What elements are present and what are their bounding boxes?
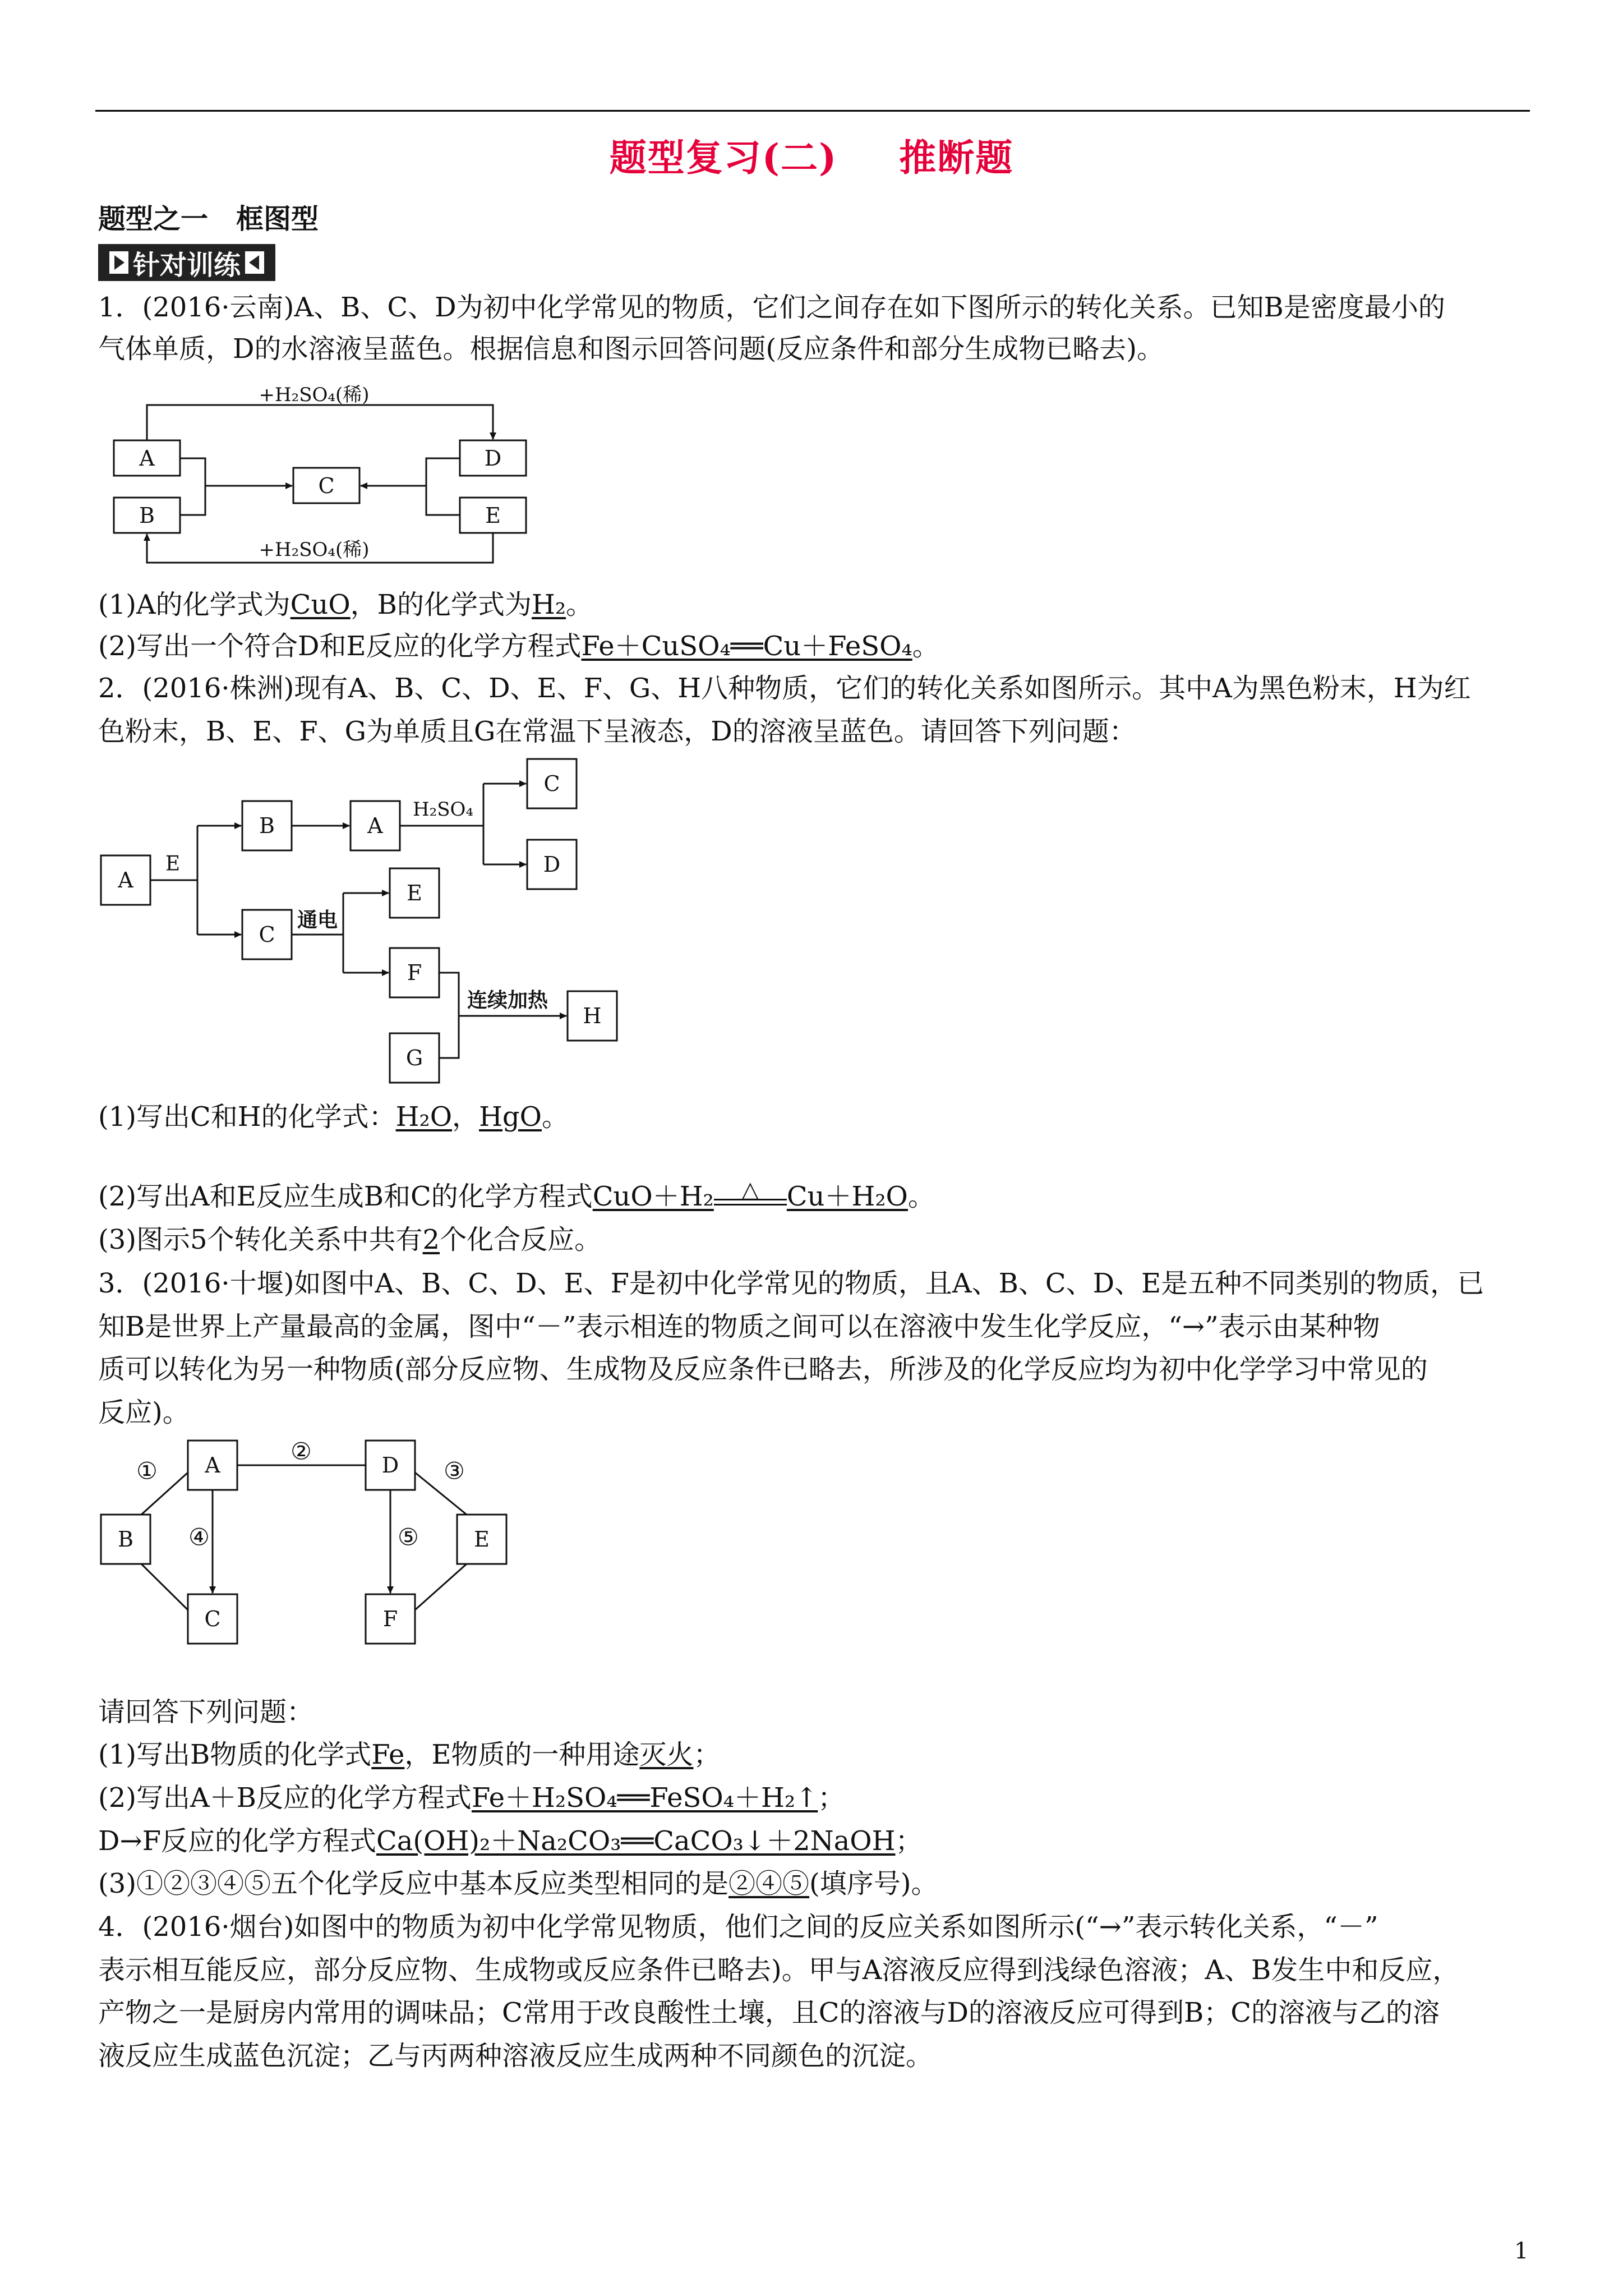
- q2-label-b: B: [259, 813, 275, 838]
- q1-label-bottom: +H₂SO₄(稀): [259, 539, 370, 561]
- q1-bracket-left: [180, 458, 205, 515]
- q3-label-c: C: [204, 1607, 221, 1631]
- q2-label-h2so4: H₂SO₄: [412, 798, 474, 821]
- q3-mark-4: ④: [188, 1523, 210, 1551]
- answer-value: 2: [422, 1224, 440, 1255]
- q3-line1: 3．(2016·十堰)如图中A、B、C、D、E、F是初中化学常见的物质，且A、B、C、D、E是五种不同类别的物质，已: [98, 1268, 1484, 1299]
- answer-value: 灭火: [639, 1739, 694, 1770]
- q2-label-electric: 通电: [297, 908, 338, 932]
- answer-value: Fe＋CuSO₄══Cu＋FeSO₄: [581, 631, 912, 662]
- q2-answer-3: (3)图示5个转化关系中共有2个化合反应。: [98, 1224, 602, 1255]
- q2-bracket-fg: [439, 973, 459, 1058]
- training-label: 针对训练: [133, 249, 241, 281]
- answer-value: HgO: [479, 1101, 542, 1133]
- page-number: 1: [1514, 2238, 1529, 2264]
- q3-answer-1: (1)写出B物质的化学式Fe，E物质的一种用途灭火；: [98, 1739, 721, 1770]
- q3-answer-2b: D→F反应的化学方程式Ca(OH)₂＋Na₂CO₃══CaCO₃↓＋2NaOH；: [98, 1825, 923, 1857]
- q3-answer-3: (3)①②③④⑤五个化学反应中基本反应类型相同的是②④⑤(填序号)。: [98, 1868, 938, 1899]
- q3-label-a: A: [205, 1453, 220, 1478]
- title-left: 题型复习(二): [609, 136, 838, 180]
- answer-value: Ca(OH)₂＋Na₂CO₃══CaCO₃↓＋2NaOH: [376, 1825, 896, 1857]
- q3-mark-3: ③: [444, 1457, 465, 1485]
- q3-line4: 反应)。: [98, 1397, 190, 1428]
- answer-value: CuO＋H₂: [592, 1181, 714, 1212]
- q1-label-e: E: [485, 503, 501, 528]
- q3-mark-2: ②: [291, 1437, 312, 1465]
- q3-line-e-f: [415, 1564, 467, 1610]
- q1-label-top: +H₂SO₄(稀): [259, 384, 370, 406]
- answer-value: Fe＋H₂SO₄══FeSO₄＋H₂↑: [471, 1782, 818, 1814]
- title-right: 推断题: [899, 136, 1014, 180]
- q2-label-h: H: [583, 1004, 602, 1028]
- q2-label-a-start: A: [118, 868, 133, 892]
- q3-prompt: 请回答下列问题：: [98, 1696, 314, 1728]
- answer-value: ②④⑤: [728, 1868, 810, 1899]
- q4-line3: 产物之一是厨房内常用的调味品；C常用于改良酸性土壤，且C的溶液与D的溶液反应可得到B；C的溶液与乙的溶: [98, 1997, 1440, 2028]
- q4-line2: 表示相互能反应，部分反应物、生成物或反应条件已略去)。甲与A溶液反应得到浅绿色溶液；A、B发生中和反应，: [98, 1954, 1460, 1986]
- q3-answer-2: (2)写出A＋B反应的化学方程式Fe＋H₂SO₄══FeSO₄＋H₂↑；: [98, 1782, 845, 1814]
- q1-arrow-a-d: [147, 405, 493, 440]
- q3-label-d: D: [381, 1453, 399, 1478]
- q2-answer-2: (2)写出A和E反应生成B和C的化学方程式CuO＋H₂ △ Cu＋H₂O。: [98, 1181, 1528, 1212]
- q2-label-c-top: C: [543, 771, 560, 796]
- q2-label-heat: 连续加热: [467, 988, 548, 1012]
- q1-label-d: D: [484, 446, 502, 471]
- answer-value: Cu＋H₂O: [786, 1181, 908, 1212]
- q3-mark-5: ⑤: [398, 1523, 419, 1551]
- q2-label-e: E: [407, 881, 422, 905]
- q1-line2: 气体单质，D的水溶液呈蓝色。根据信息和图示回答问题(反应条件和部分生成物已略去)。: [98, 333, 1164, 365]
- q3-line2: 知B是世界上产量最高的金属，图中“－”表示相连的物质之间可以在溶液中发生化学反应，“→”表示由某种物: [98, 1311, 1380, 1342]
- q1-line1: 1．(2016·云南)A、B、C、D为初中化学常见的物质，它们之间存在如下图所示的转化关系。已知B是密度最小的: [98, 292, 1445, 323]
- q3-label-e: E: [474, 1527, 490, 1552]
- q4-line1: 4．(2016·烟台)如图中的物质为初中化学常见物质，他们之间的反应关系如图所示(“→”表示转化关系，“－”: [98, 1911, 1378, 1943]
- q1-label-b: B: [139, 503, 155, 528]
- q2-diagram: [101, 759, 617, 1083]
- answer-value: Fe: [371, 1739, 405, 1770]
- q2-label-a-mid: A: [367, 813, 383, 838]
- q2-answer-1: (1)写出C和H的化学式：H₂O，HgO。: [98, 1101, 569, 1133]
- answer-value: H₂O: [395, 1101, 453, 1133]
- q1-answer-2: (2)写出一个符合D和E反应的化学方程式Fe＋CuSO₄══Cu＋FeSO₄。: [98, 631, 939, 662]
- q2-line1: 2．(2016·株洲)现有A、B、C、D、E、F、G、H八种物质，它们的转化关系如图所示。其中A为黑色粉末，H为红: [98, 673, 1471, 704]
- q2-label-reagent-e: E: [165, 852, 181, 876]
- q3-label-f: F: [382, 1607, 398, 1631]
- q2-label-d: D: [543, 852, 561, 877]
- q3-line3: 质可以转化为另一种物质(部分反应物、生成物及反应条件已略去，所涉及的化学反应均为初中化学学习中常见的: [98, 1354, 1428, 1385]
- q1-label-a: A: [139, 446, 155, 471]
- answer-value: H₂: [531, 589, 566, 620]
- q2-label-g: G: [405, 1046, 423, 1070]
- q1-label-c: C: [318, 473, 335, 498]
- answer-value: CuO: [290, 589, 351, 620]
- reaction-condition: [714, 1177, 787, 1212]
- q3-label-b: B: [118, 1527, 133, 1552]
- q1-answer-1: (1)A的化学式为CuO，B的化学式为H₂。: [98, 589, 593, 620]
- q2-line2: 色粉末，B、E、F、G为单质且G在常温下呈液态，D的溶液呈蓝色。请回答下列问题：: [98, 716, 1136, 747]
- q3-line-b-c: [141, 1564, 188, 1610]
- q2-label-c: C: [259, 922, 275, 947]
- q4-line4: 液反应生成蓝色沉淀；乙与丙两种溶液反应生成两种不同颜色的沉淀。: [98, 2040, 933, 2072]
- heat-symbol: △: [741, 1177, 759, 1203]
- section-right: 框图型: [236, 203, 319, 235]
- q1-bracket-right: [426, 458, 460, 515]
- q3-mark-1: ①: [136, 1457, 158, 1485]
- section-left: 题型之一: [98, 203, 209, 235]
- q2-label-f: F: [407, 960, 422, 985]
